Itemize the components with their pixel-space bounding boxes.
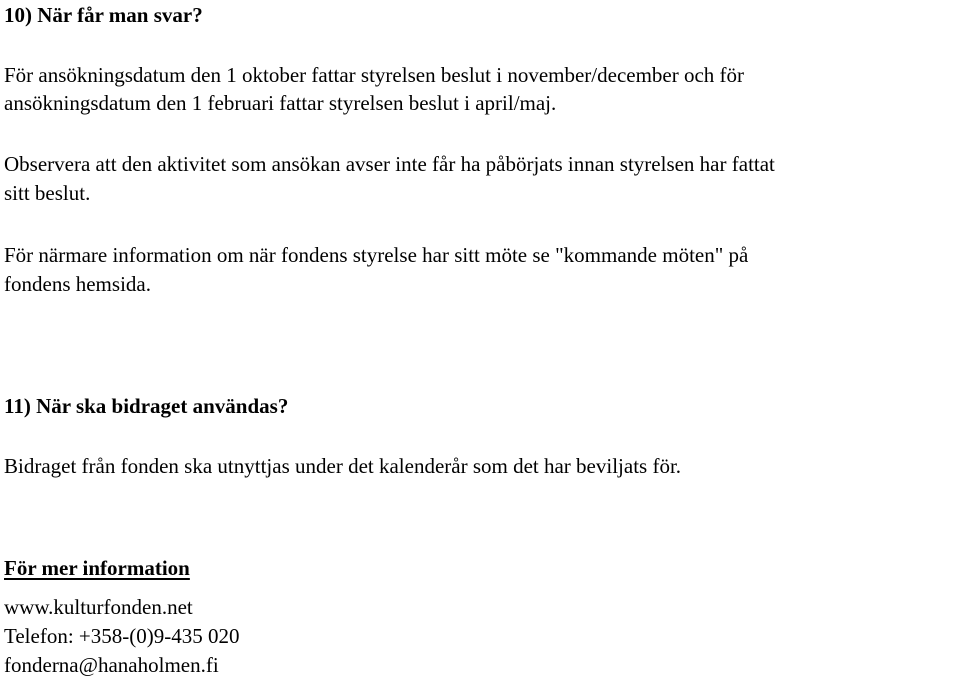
section-11-heading: 11) När ska bidraget användas? bbox=[4, 394, 289, 418]
contact-heading: För mer information bbox=[4, 556, 190, 580]
section-10-paragraph-3-line-1: För närmare information om när fondens styrelse har sitt möte se "kommande möten" på bbox=[4, 243, 749, 267]
section-10-heading: 10) När får man svar? bbox=[4, 3, 203, 27]
section-10-paragraph-3-line-2: fondens hemsida. bbox=[4, 272, 151, 296]
section-10-paragraph-2-line-1: Observera att den aktivitet som ansökan avser inte får ha påbörjats innan styrelsen har fattat bbox=[4, 152, 775, 176]
section-10-paragraph-2-line-2: sitt beslut. bbox=[4, 181, 91, 205]
contact-phone: Telefon: +358-(0)9-435 020 bbox=[4, 624, 240, 648]
section-10-paragraph-1-line-1: För ansökningsdatum den 1 oktober fattar styrelsen beslut i november/december och för bbox=[4, 63, 745, 87]
section-11-paragraph: Bidraget från fonden ska utnyttjas under det kalenderår som det har beviljats för. bbox=[4, 454, 682, 478]
contact-email-link[interactable]: fonderna@hanaholmen.fi bbox=[4, 653, 219, 677]
section-10-paragraph-1-line-2: ansökningsdatum den 1 februari fattar styrelsen beslut i april/maj. bbox=[4, 91, 557, 115]
contact-website-link[interactable]: www.kulturfonden.net bbox=[4, 595, 193, 619]
